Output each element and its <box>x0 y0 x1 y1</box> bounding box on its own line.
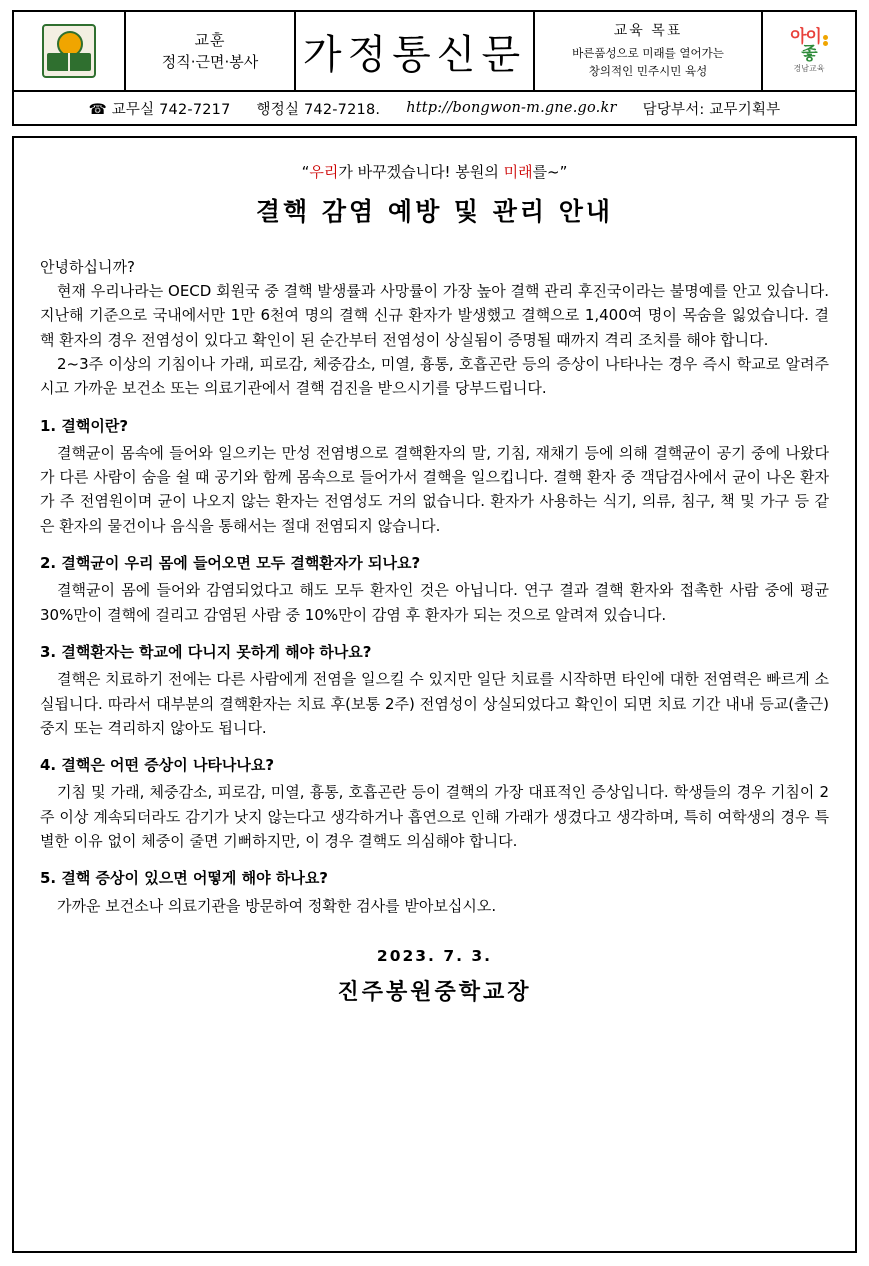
issuing-organization: 진주봉원중학교장 <box>337 980 532 1006</box>
goal-line-2: 창의적인 민주시민 육성 <box>588 63 708 78</box>
section-body-3: 결핵은 치료하기 전에는 다른 사람에게 전염을 일으킬 수 있지만 일단 치료를 시작하면 타인에 대한 전염력은 빠르게 소실됩니다. 따라서 대부분의 결핵환자는 치료 후(보통 2주) 전염성이 상실되었다고 확인이 되면 치료 기간 내내 등교(출근) 중지 또는 격리하지 않아도 됩니다. <box>40 670 829 737</box>
section-heading-1: 1. 결핵이란? <box>40 416 129 435</box>
contact-bar <box>12 92 857 126</box>
slogan-highlight-2: 미래 <box>503 163 533 181</box>
section-body-5: 가까운 보건소나 의료기관을 방문하여 정확한 검사를 받아보십시오. <box>57 896 497 915</box>
motto-value: 정직·근면·봉사 <box>161 53 259 71</box>
gne-brand-logo <box>763 12 855 90</box>
slogan-quote-close: 를~” <box>532 163 568 181</box>
slogan-quote-open: “ <box>301 163 310 181</box>
section-body-1: 결핵균이 몸속에 들어와 일으키는 만성 전염병으로 결핵환자의 말, 기침, 재채기 등에 의해 결핵균이 공기 중에 나왔다가 다른 사람이 숨을 쉴 때 공기와 함께 몸속으로 들어가서 결핵을 일으킵니다. 결핵 환자 중 객담검사에서 균이 나온 환자가 주 전염원이며 균이 나오지 않는 환자는 전염성도 거의 없습니다. 환자가 사용하는 식기, 의류, 침구, 책 및 가구 등 같은 환자의 물건이나 음식을 통해서는 절대 전염되지 않습니다. <box>40 443 829 535</box>
brand-subtitle: 경남교육 <box>793 64 825 73</box>
intro-greeting: 안녕하십니까? <box>40 257 135 276</box>
masthead <box>12 10 857 92</box>
section-heading-3: 3. 결핵환자는 학교에 다니지 못하게 해야 하나요? <box>40 642 372 661</box>
intro-paragraph-1: 현재 우리나라는 OECD 회원국 중 결핵 발생률과 사망률이 가장 높아 결핵 관리 후진국이라는 불명예를 안고 있습니다. 지난해 기준으로 국내에서만 1만 6천여 명의 결핵 신규 환자가 발생했고 결핵으로 1,400여 명이 목숨을 잃었습니다. 결핵 환자의 경우 전염성이 있다고 확인이 된 순간부터 전염성이 상실됨이 증명될 때까지 격리 조치를 해야 합니다. <box>40 282 829 349</box>
goal-line-1: 바른품성으로 미래를 열어가는 <box>572 46 724 61</box>
brand-line-2: 좋 <box>801 44 817 64</box>
newsletter-title: 가정통신문 <box>296 12 535 90</box>
document-body <box>12 136 857 1253</box>
education-goal <box>535 12 763 90</box>
department-label: 담당부서: 교무기획부 <box>642 101 781 118</box>
admin-phone: 행정실 742-7218. <box>256 101 381 118</box>
goal-title: 교육 목표 <box>613 23 683 40</box>
school-motto <box>126 12 296 90</box>
office-phone: ☎ 교무실 742-7217 <box>88 101 231 118</box>
school-emblem-cell <box>14 12 126 90</box>
signature-block <box>40 944 829 1011</box>
slogan-middle: 가 바꾸겠습니다! 봉원의 <box>338 163 504 181</box>
issue-date: 2023. 7. 3. <box>376 946 493 965</box>
page-title: 결핵 감염 예방 및 관리 안내 <box>255 197 614 227</box>
section-heading-2: 2. 결핵균이 우리 몸에 들어오면 모두 결핵환자가 되나요? <box>40 554 421 573</box>
section-body-4: 기침 및 가래, 체중감소, 피로감, 미열, 흉통, 호흡곤란 등이 결핵의 가장 대표적인 증상입니다. 학생들의 경우 기침이 2주 이상 계속되더라도 감기가 낫지 않는다고 생각하거나 흡연으로 인해 가래가 생겼다고 생각하며, 특히 여학생의 경우 특별한 이유 없이 체중이 줄면 기뻐하지만, 이 경우 결핵도 의심해야 합니다. <box>40 783 829 851</box>
section-body-2: 결핵균이 몸에 들어와 감염되었다고 해도 모두 환자인 것은 아닙니다. 연구 결과 결핵 환자와 접촉한 사람 중에 평균 30%만이 결핵에 걸리고 감염된 사람 중 10%만이 감염 후 환자가 되는 것으로 알려져 있습니다. <box>40 581 829 624</box>
motto-label: 교훈 <box>194 30 226 49</box>
school-website-link[interactable]: http://bongwon-m.gne.go.kr <box>406 100 617 116</box>
slogan-highlight-1: 우리 <box>309 163 339 181</box>
brand-line-1: 아이 <box>790 27 821 47</box>
brand-dots-icon <box>823 35 828 46</box>
section-heading-4: 4. 결핵은 어떤 증상이 나타나나요? <box>40 756 275 775</box>
intro-paragraph-2: 2~3주 이상의 기침이나 가래, 피로감, 체중감소, 미열, 흉통, 호흡곤란 등의 증상이 나타나는 경우 즉시 학교로 알려주시고 가까운 보건소 또는 의료기관에서 결핵 검진을 받으시기를 당부드립니다. <box>40 354 829 398</box>
section-heading-5: 5. 결핵 증상이 있으면 어떻게 해야 하나요? <box>40 869 329 888</box>
school-emblem-icon <box>42 24 96 78</box>
school-slogan <box>40 160 829 184</box>
